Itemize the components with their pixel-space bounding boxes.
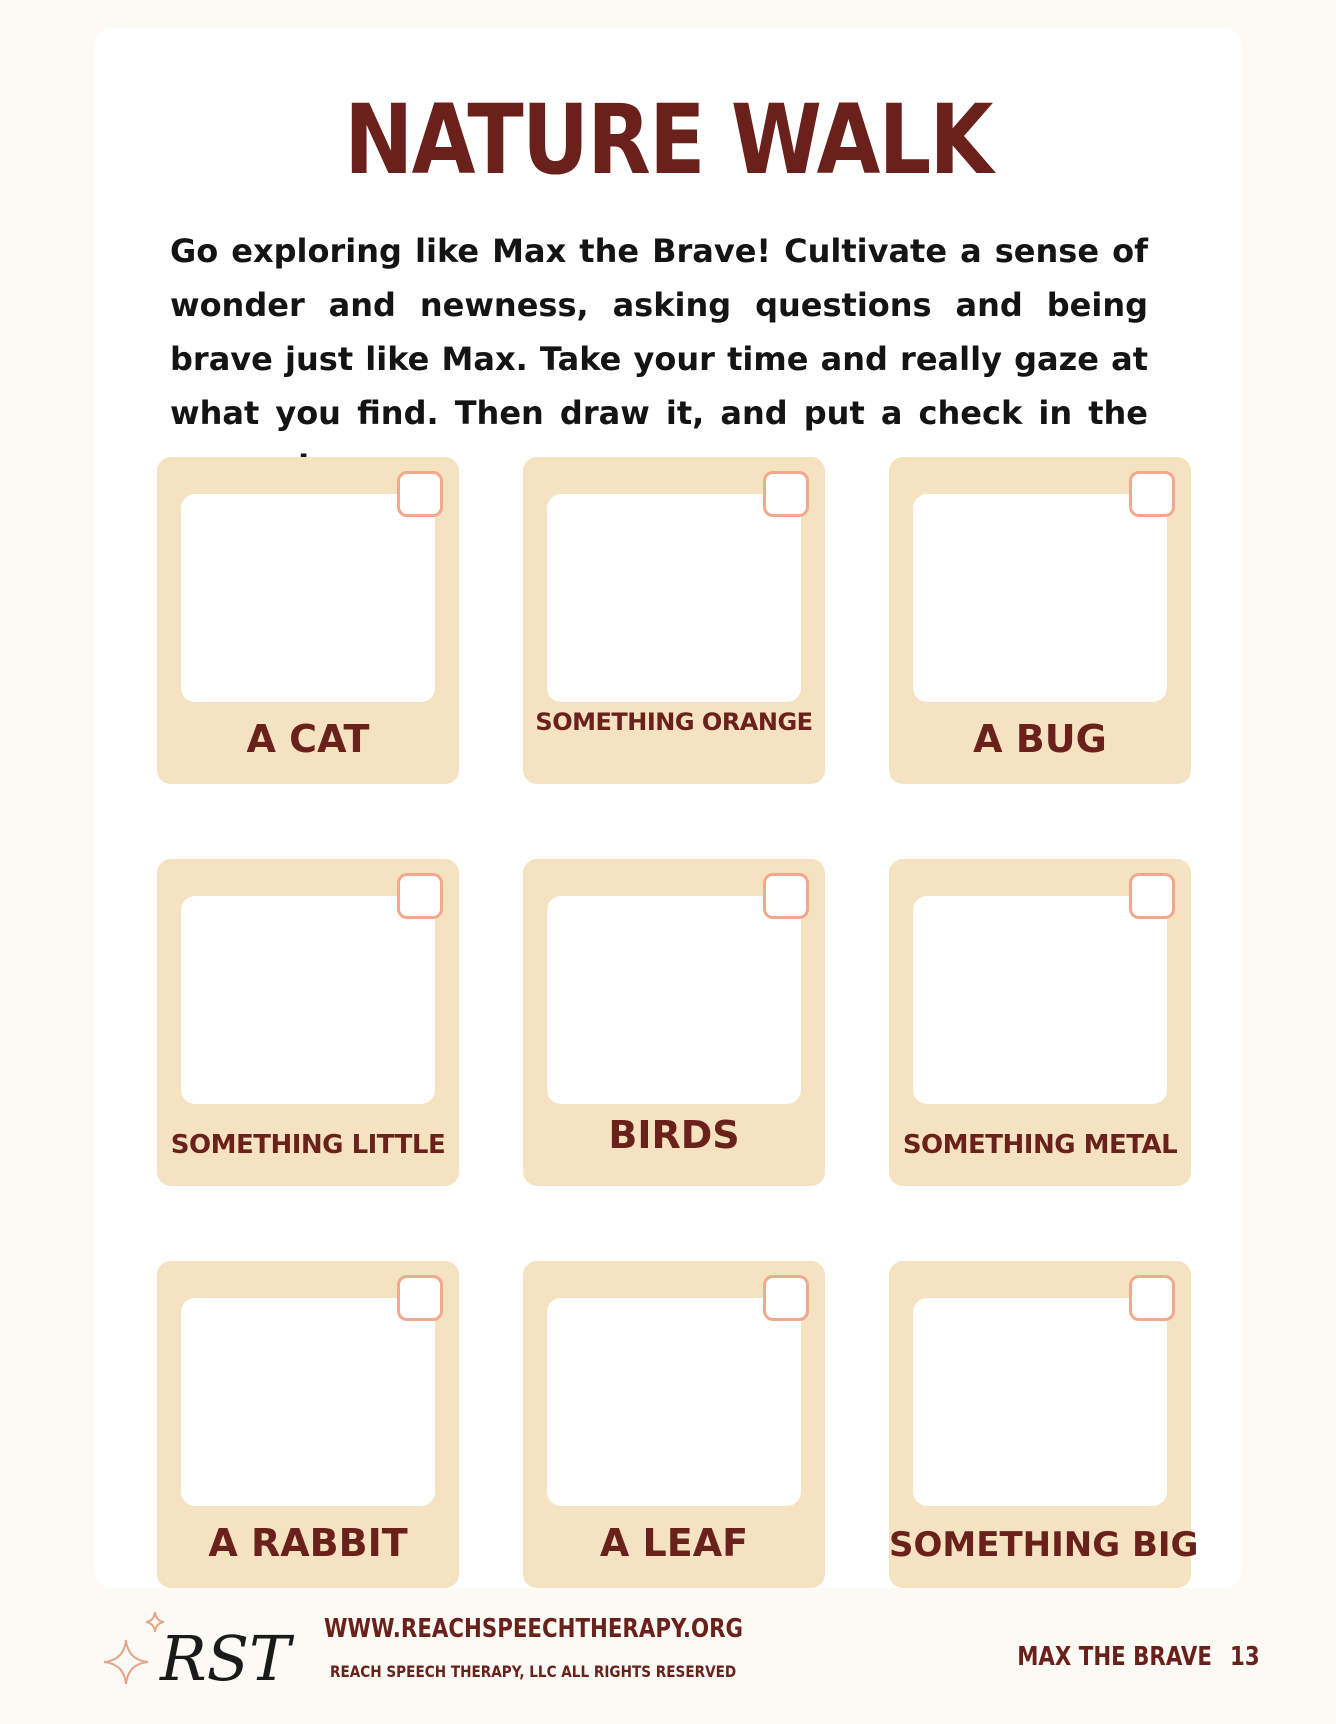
- checkbox[interactable]: [763, 1275, 809, 1321]
- card-label: A CAT: [246, 717, 370, 761]
- card-label: BIRDS: [608, 1113, 740, 1157]
- intro-paragraph: Go exploring like Max the Brave! Cultivate a sense of wonder and newness, asking questions and being brave just like Max. Take your time and really gaze at what you find. Then draw it, and put a check in the: [170, 232, 1148, 432]
- drawing-area[interactable]: [913, 494, 1167, 702]
- scavenger-card: [889, 457, 1191, 784]
- website-url[interactable]: WWW.REACHSPEECHTHERAPY.ORG: [324, 1614, 744, 1644]
- scavenger-card: [157, 1261, 459, 1588]
- checkbox[interactable]: [397, 471, 443, 517]
- drawing-area[interactable]: [181, 1298, 435, 1506]
- page-title: NATURE WALK: [344, 84, 992, 196]
- scavenger-card: [523, 1261, 825, 1588]
- scavenger-grid: [157, 457, 1199, 1588]
- checkbox[interactable]: [397, 1275, 443, 1321]
- scavenger-card: [523, 457, 825, 784]
- rst-logo: [84, 1602, 294, 1694]
- scavenger-card: [157, 457, 459, 784]
- drawing-area[interactable]: [913, 1298, 1167, 1506]
- page-footer-right: [1018, 1642, 1260, 1672]
- checkbox[interactable]: [763, 471, 809, 517]
- page-number: 13: [1230, 1642, 1260, 1672]
- copyright-notice: REACH SPEECH THERAPY, LLC ALL RIGHTS RESERVED: [330, 1662, 737, 1681]
- drawing-area[interactable]: [547, 896, 801, 1104]
- card-label: SOMETHING METAL: [902, 1130, 1178, 1160]
- book-title: MAX THE BRAVE: [1017, 1642, 1213, 1672]
- checkbox[interactable]: [1129, 1275, 1175, 1321]
- scavenger-card: [157, 859, 459, 1186]
- scavenger-card: [523, 859, 825, 1186]
- scavenger-card: [889, 1261, 1199, 1588]
- card-label: SOMETHING BIG: [889, 1525, 1199, 1565]
- drawing-area[interactable]: [181, 896, 435, 1104]
- checkbox[interactable]: [763, 873, 809, 919]
- drawing-area[interactable]: [181, 494, 435, 702]
- logo-text: RST: [160, 1622, 291, 1694]
- card-label: A RABBIT: [208, 1521, 408, 1565]
- drawing-area[interactable]: [913, 896, 1167, 1104]
- checkbox[interactable]: [1129, 471, 1175, 517]
- card-label: SOMETHING LITTLE: [170, 1130, 446, 1160]
- card-label: SOMETHING ORANGE: [535, 708, 813, 736]
- scavenger-card: [889, 859, 1191, 1186]
- checkbox[interactable]: [1129, 873, 1175, 919]
- card-label: A LEAF: [599, 1521, 749, 1565]
- drawing-area[interactable]: [547, 1298, 801, 1506]
- checkbox[interactable]: [397, 873, 443, 919]
- drawing-area[interactable]: [547, 494, 801, 702]
- card-label: A BUG: [973, 717, 1107, 761]
- sparkle-icon: [104, 1640, 148, 1684]
